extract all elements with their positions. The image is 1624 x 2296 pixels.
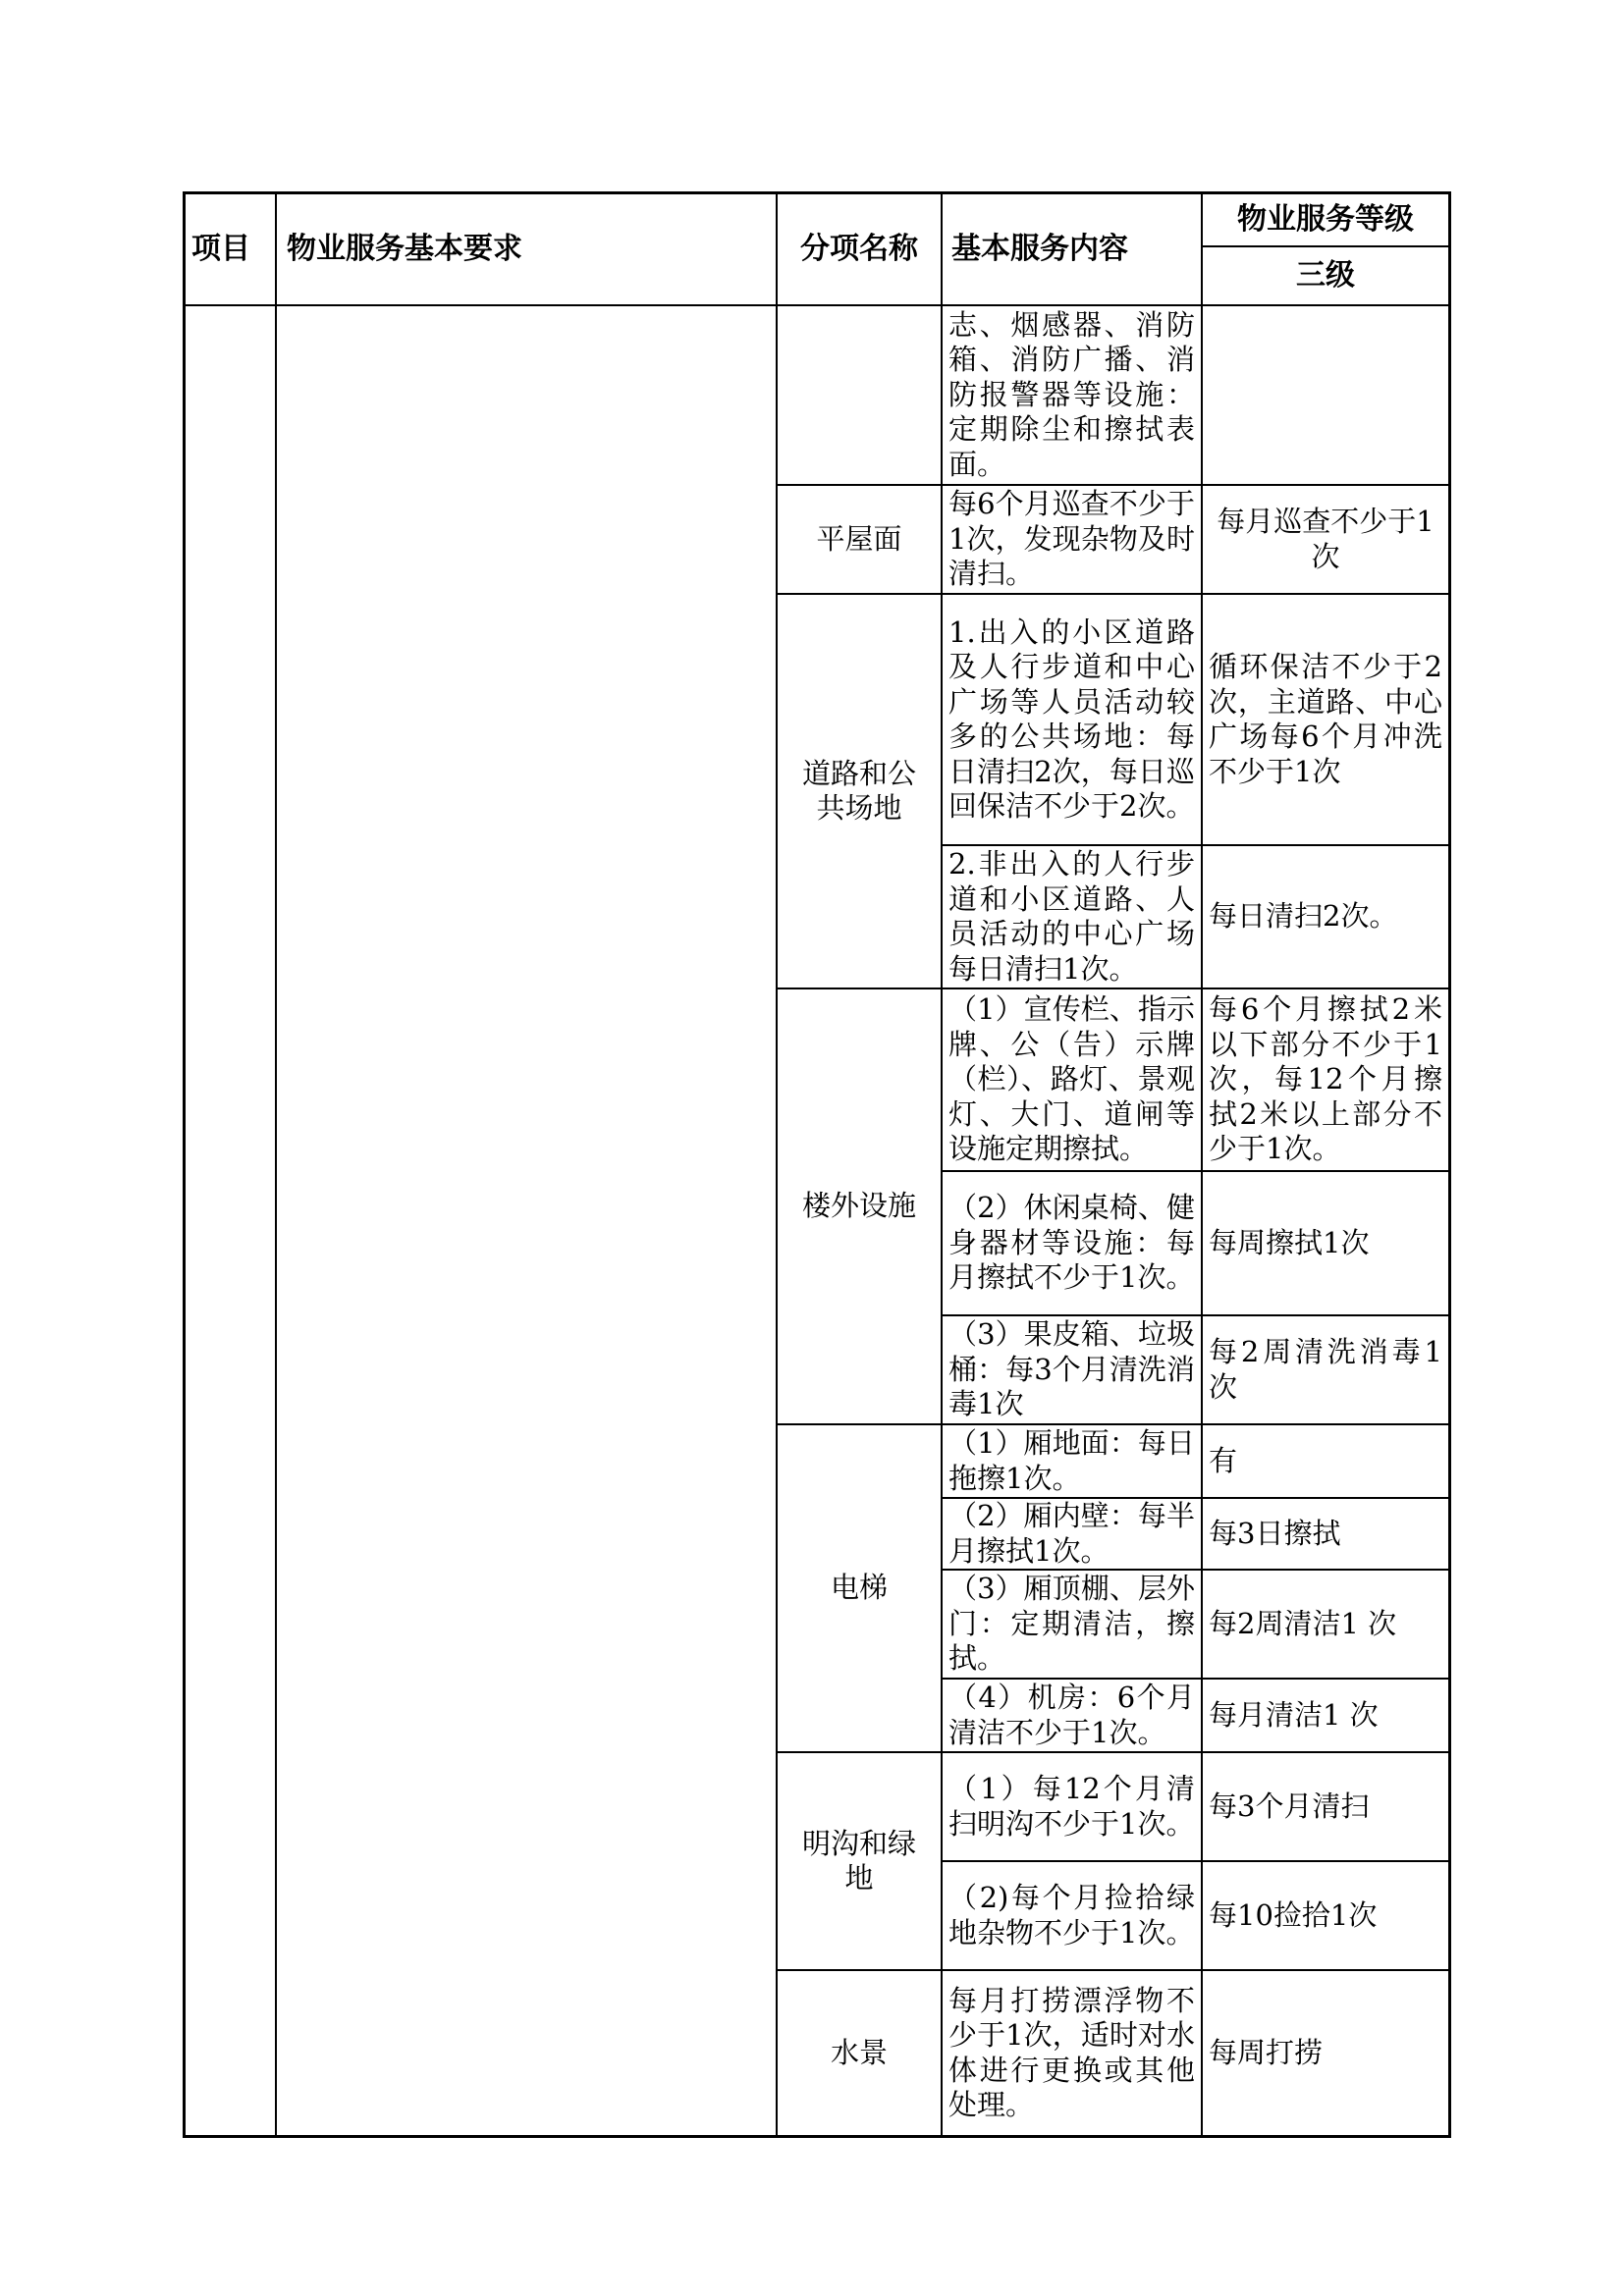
- sub-item-name: 平屋面: [816, 521, 902, 556]
- service-content-cell: [943, 846, 1201, 988]
- level-three-text: 每3日擦拭: [1209, 1516, 1341, 1550]
- level-three-cell: [1203, 1571, 1448, 1678]
- service-content-cell: [943, 306, 1201, 484]
- level-three-text: 每2周清洁1 次: [1209, 1606, 1397, 1640]
- service-content-text: （1）宣传栏、指示牌、公（告）示牌（栏）、路灯、景观灯、大门、道闸等设施定期擦拭。: [948, 992, 1195, 1166]
- level-three-cell: [1203, 846, 1448, 988]
- header-item: 项目: [191, 232, 250, 266]
- header-sub-item-name-cell: [778, 194, 941, 304]
- level-three-cell: [1203, 1425, 1448, 1497]
- level-three-cell: [1203, 486, 1448, 593]
- sub-item-name-cell: [778, 989, 941, 1423]
- level-three-text: 每日清扫2次。: [1209, 899, 1398, 934]
- header-service-level: 物业服务等级: [1237, 202, 1414, 237]
- sub-item-name-cell: [778, 595, 941, 988]
- service-content-cell: [943, 1172, 1201, 1314]
- service-content-text: （3）果皮箱、垃圾桶：每3个月清洗消毒1次: [948, 1317, 1195, 1421]
- service-content-cell: [943, 1425, 1201, 1497]
- sub-item-name: 楼外设施: [801, 1189, 916, 1223]
- service-content-cell: [943, 1571, 1201, 1678]
- level-three-text: 每周擦拭1次: [1209, 1225, 1370, 1259]
- header-sub-item-name: 分项名称: [800, 232, 918, 266]
- sub-item-name: 道路和公共场地: [801, 756, 916, 825]
- level-three-text: 循环保洁不少于2次，主道路、中心广场每6个月冲洗不少于1次: [1209, 650, 1442, 788]
- basic-requirements-column-cell: [277, 306, 776, 2135]
- header-basic-service-content-cell: [943, 194, 1201, 304]
- service-content-cell: [943, 989, 1201, 1170]
- header-basic-requirements: 物业服务基本要求: [287, 232, 522, 266]
- service-content-cell: [943, 1862, 1201, 1969]
- service-content-text: （3）厢顶棚、层外门：定期清洁，擦拭。: [948, 1572, 1195, 1676]
- level-three-text: 有: [1209, 1443, 1238, 1477]
- header-level-three: 三级: [1296, 258, 1355, 293]
- header-basic-service-content: 基本服务内容: [951, 232, 1128, 266]
- service-content-cell: [943, 595, 1201, 844]
- sub-item-name-cell: [778, 1425, 941, 1751]
- service-content-text: 每月打捞漂浮物不少于1次，适时对水体进行更换或其他处理。: [948, 1983, 1195, 2121]
- sub-item-name-cell: [778, 1753, 941, 1969]
- sub-item-name: 电梯: [830, 1571, 888, 1605]
- service-content-cell: [943, 1316, 1201, 1423]
- level-three-text: 每6个月擦拭2米以下部分不少于1次，每12个月擦拭2米以上部分不少于1次。: [1209, 992, 1442, 1166]
- service-content-cell: [943, 1753, 1201, 1860]
- service-content-text: 每6个月巡查不少于1次，发现杂物及时清扫。: [948, 487, 1195, 591]
- property-service-standard-table: [183, 191, 1451, 2138]
- level-three-cell: [1203, 1862, 1448, 1969]
- level-three-cell: [1203, 1316, 1448, 1423]
- item-column-cell: [186, 306, 275, 2135]
- level-three-text: 每月清洁1 次: [1209, 1697, 1379, 1732]
- level-three-cell: [1203, 1499, 1448, 1569]
- service-content-text: 1.出入的小区道路及人行步道和中心广场等人员活动较多的公共场地：每日清扫2次，每日巡回保洁不少于2次。: [948, 614, 1195, 823]
- service-content-text: 2.非出入的人行步道和小区道路、人员活动的中心广场每日清扫1次。: [948, 847, 1195, 986]
- service-content-text: （2)每个月捡拾绿地杂物不少于1次。: [948, 1881, 1195, 1949]
- level-three-text: 每10捡拾1次: [1209, 1897, 1378, 1932]
- level-three-cell: [1203, 1971, 1448, 2135]
- service-content-cell: [943, 1499, 1201, 1569]
- sub-item-name-cell: [778, 1971, 941, 2135]
- level-three-text: 每月巡查不少于1次: [1217, 505, 1435, 573]
- service-content-cell: [943, 486, 1201, 593]
- level-three-cell: [1203, 306, 1448, 484]
- level-three-text: 每2周清洗消毒1次: [1209, 1335, 1442, 1404]
- service-content-text: （4）机房：6个月清洁不少于1次。: [948, 1681, 1195, 1749]
- level-three-cell: [1203, 595, 1448, 844]
- service-content-text: （2）休闲桌椅、健身器材等设施：每月擦拭不少于1次。: [948, 1191, 1195, 1295]
- level-three-text: 每3个月清扫: [1209, 1789, 1370, 1823]
- service-content-text: （1）每12个月清扫明沟不少于1次。: [948, 1772, 1195, 1841]
- service-content-cell: [943, 1680, 1201, 1751]
- header-basic-requirements-cell: [277, 194, 776, 304]
- level-three-cell: [1203, 1680, 1448, 1751]
- header-item-cell: [186, 194, 275, 304]
- level-three-text: 每周打捞: [1209, 2035, 1324, 2069]
- header-service-level-cell: [1203, 194, 1448, 245]
- sub-item-name: 水景: [830, 2035, 888, 2069]
- service-content-text: （2）厢内壁：每半月擦拭1次。: [948, 1499, 1195, 1568]
- level-three-cell: [1203, 1753, 1448, 1860]
- sub-item-name: 明沟和绿地: [801, 1826, 916, 1895]
- level-three-cell: [1203, 989, 1448, 1170]
- level-three-cell: [1203, 1172, 1448, 1314]
- service-content-text: （1）厢地面：每日拖擦1次。: [948, 1426, 1195, 1495]
- sub-item-name-cell: [778, 486, 941, 593]
- header-level-three-cell: [1203, 247, 1448, 304]
- service-content-cell: [943, 1971, 1201, 2135]
- sub-item-name-cell: [778, 306, 941, 484]
- service-content-text: 志、烟感器、消防箱、消防广播、消防报警器等设施：定期除尘和擦拭表面。: [948, 307, 1195, 481]
